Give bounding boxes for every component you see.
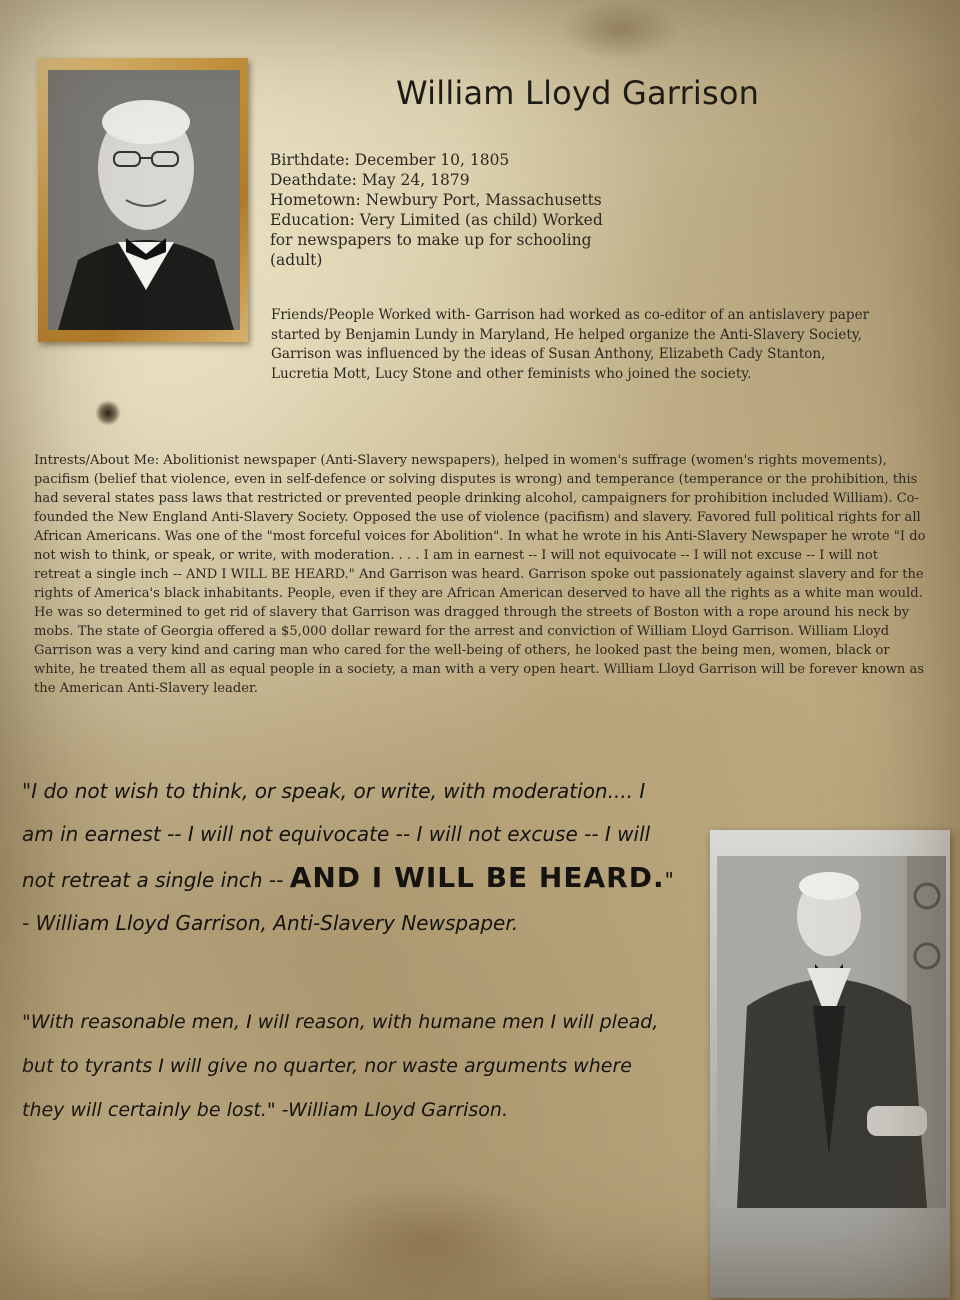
portrait-photo-top [48,70,240,330]
quote-heard-emphasis: AND I WILL BE HEARD. [289,861,665,894]
quote-heard [22,770,682,945]
paper-stain [560,0,680,60]
page-title: William Lloyd Garrison [396,74,760,112]
quote-reason: "With reasonable men, I will reason, with humane men I will plead, but to tyrants I will give no quarter, nor waste arguments where they will certainly be lost." -William Lloyd Garrison. [22,1011,659,1121]
portrait-seated-figure-icon [717,856,946,1208]
paper-stain [300,1180,560,1300]
education-text: Education: Very Limited (as child) Worked for newspapers to make up for schooling (adult) [270,211,603,269]
about-paragraph: Intrests/About Me: Abolitionist newspaper (Anti-Slavery newspapers), helped in women's suffrage (women's rights movements), pacifism (belief that violence, even in self-defence or solving disputes is wrong) and temperance (temperance or the prohibition, this had several states pass laws that restricted or prevented people drinking alcohol, campaigners for prohibition included William). Co-founded the New England Anti-Slavery Society. Opposed the use of violence (pacifism) and slavery. Favored full political rights for all African Americans. Was one of the "most forceful voices for Abolition". In what he wrote in his Anti-Slavery Newspaper he wrote "I do not wish to think, or speak, or write, with moderation. . . . I am in earnest -- I will not equivocate -- I will not excuse -- I will not retreat a single inch -- AND I WILL BE HEARD." And Garrison was heard. Garrison spoke out passionately against slavery and for the rights of America's black inhabitants. People, even if they are African American deserved to have all the rights as a white man would. He was so determined to get rid of slavery that Garrison was dragged through the streets of Boston with a rope around his neck by mobs. The state of Georgia offered a $5,000 dollar reward for the arrest and conviction of William Lloyd Garrison. William Lloyd Garrison was a very kind and caring man who cared for the well-being of others, he looked past the being men, women, black or white, he treated them all as equal people in a society, a man with a very open heart. William Lloyd Garrison will be forever known as the American Anti-Slavery leader. [34,453,926,696]
bio-facts [270,150,650,270]
hometown-text: Hometown: Newbury Port, Massachusetts [270,191,602,209]
paper-stain [95,400,121,426]
quote-heard-end: " - William Lloyd Garrison, Anti-Slavery Newspaper. [22,868,674,935]
portrait-frame-top [38,58,248,342]
friends-paragraph: Friends/People Worked with- Garrison had worked as co-editor of an antislavery paper started by Benjamin Lundy in Maryland, He helped organize the Anti-Slavery Society, Garrison was influenced by the ideas of Susan Anthony, Elizabeth Cady Stanton, Lucretia Mott, Lucy Stone and other feminists who joined the society. [271,307,870,382]
birthdate-text: Birthdate: December 10, 1805 [270,151,510,169]
portrait-frame-bottom [710,830,950,1298]
portrait-figure-icon [48,70,240,330]
deathdate-text: Deathdate: May 24, 1879 [270,171,470,189]
quote-heard-start: "I do not wish to think, or speak, or write, with moderation.... I am in earnest -- I will not equivocate -- I will not excuse -- I will not retreat a single inch -- [22,779,651,892]
portrait-photo-bottom [717,856,946,1208]
